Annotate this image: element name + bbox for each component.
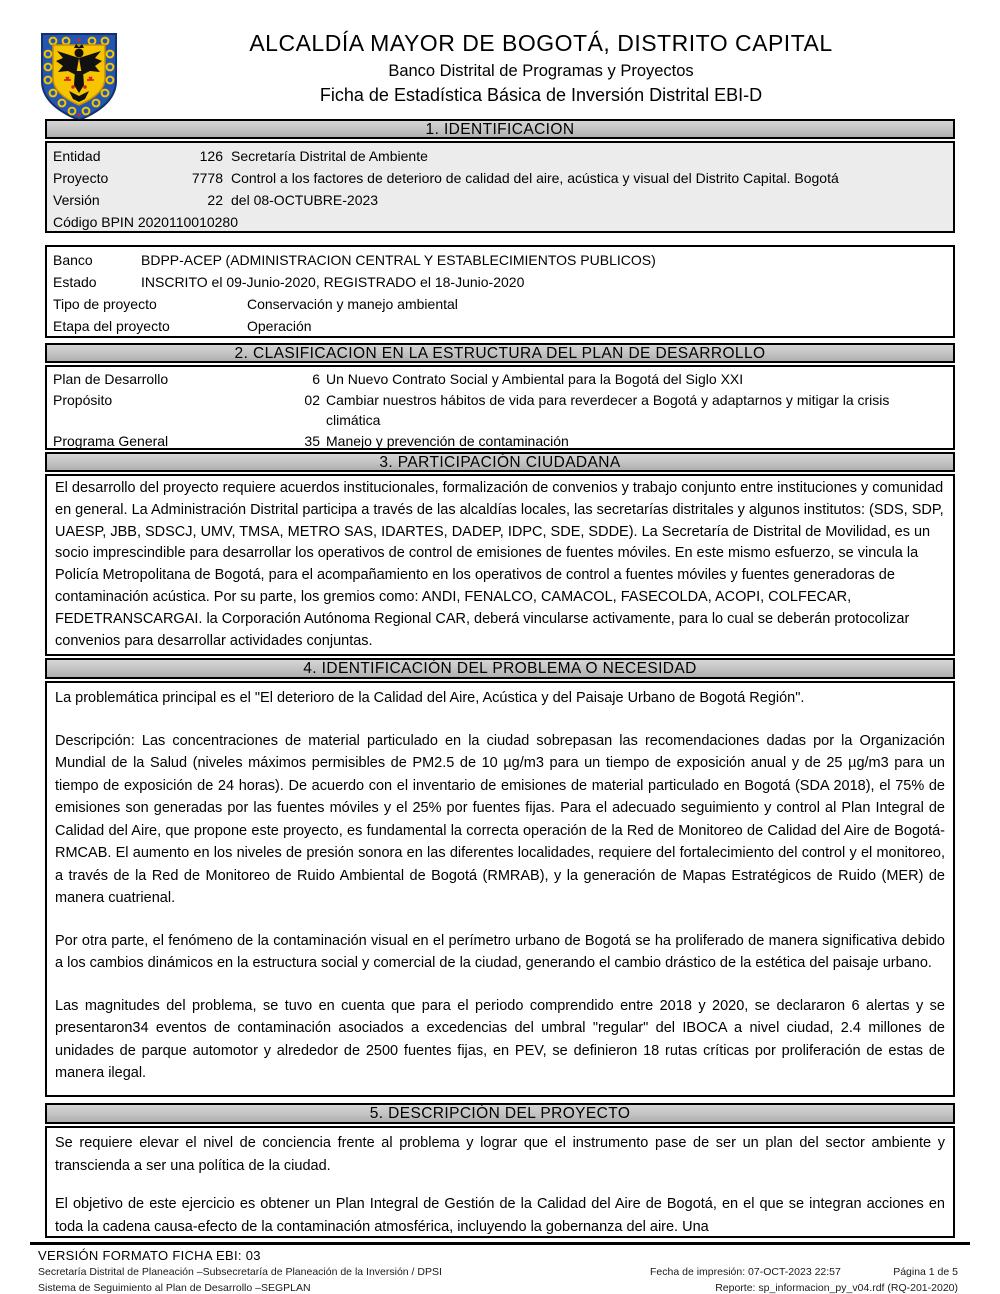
field-value: Un Nuevo Contrato Social y Ambiental para la Bogotá del Siglo XXI bbox=[326, 371, 744, 387]
field-label: Propósito bbox=[53, 391, 113, 408]
field-label: Estado bbox=[53, 274, 97, 290]
footer-page-number: Página 1 de 5 bbox=[893, 1266, 958, 1278]
section-5-body bbox=[45, 1126, 955, 1238]
field-codigo-bpin: Código BPIN 2020110010280 bbox=[53, 214, 239, 230]
field-number: 22 bbox=[207, 192, 223, 208]
field-label: Versión bbox=[53, 192, 100, 208]
footer-divider bbox=[30, 1242, 970, 1245]
field-etapa-proyecto bbox=[53, 315, 947, 337]
footer-entity-line: Secretaría Distrital de Planeación –Subsecretaría de Planeación de la Inversión / DPSI bbox=[38, 1266, 442, 1278]
section-participacion bbox=[45, 452, 955, 656]
shield-icon bbox=[38, 31, 120, 122]
paragraph: Descripción: Las concentraciones de material particulado en la ciudad sobrepasan las recomendaciones dadas por la Organización Mundial de la Salud (niveles máximos permisibles de PM2.5 de 10 µg/m3 para un tiempo de exposición anual y de 25 µg/m3 para un tiempo de exposición de 24 horas). De acuerdo con el inventario de emisiones de material particulado en Bogotá (SDA 2018), el 75% de emisiones son generadas por las fuentes móviles y el 25% por fuentes fijas. Para el adecuado seguimiento y control al Plan Integral de Calidad del Aire, que propone este proyecto, es fundamental la correcta operación de la Red de Monitoreo de Calidad del Aire de Bogotá-RMCAB. El aumento en los niveles de presión sonora en las diferentes localidades, requiere del fortalecimiento del control y el monitoreo, a través de la Red de Monitoreo de Ruido Ambiental de Bogotá (RMRAB), y la generación de Mapas Estratégicos de Ruido (MER) de manera cuatrienal. bbox=[55, 732, 945, 906]
field-value: Control a los factores de deterioro de calidad del aire, acústica y visual del Distrito Capital. Bogotá bbox=[231, 170, 839, 186]
field-label: Entidad bbox=[53, 148, 101, 164]
field-number: 7778 bbox=[191, 170, 223, 186]
section-5-title: 5. DESCRIPCIÓN DEL PROYECTO bbox=[45, 1103, 955, 1124]
field-programa-general bbox=[53, 431, 947, 451]
paragraph: Las magnitudes del problema, se tuvo en cuenta que para el periodo comprendido entre 2018 y 2020, se declararon 6 alertas y se presentaron34 eventos de contaminación asociados a excedencias del umbral "regular" del IBOCA a nivel ciudad, 2.4 millones de unidades de parque automotor y alrededor de 2500 fuentes fijas, en PEV, se definieron 18 rutas críticas por proliferación de estas de manera ilegal. bbox=[55, 997, 945, 1081]
footer-report-id: Reporte: sp_informacion_py_v04.rdf (RQ-201-2020) bbox=[715, 1282, 958, 1294]
field-version bbox=[53, 189, 947, 211]
page-subtitle: Banco Distrital de Programas y Proyectos bbox=[388, 62, 694, 80]
field-banco bbox=[53, 249, 947, 271]
field-proposito bbox=[53, 390, 947, 431]
section-2-body bbox=[45, 365, 955, 450]
field-value: INSCRITO el 09-Junio-2020, REGISTRADO el 18-Junio-2020 bbox=[141, 274, 525, 290]
field-label: Banco bbox=[53, 252, 93, 268]
field-value: Manejo y prevención de contaminación bbox=[326, 432, 569, 449]
section-registro-body bbox=[45, 245, 955, 338]
paragraph: El desarrollo del proyecto requiere acuerdos institucionales, formalización de convenios y trabajo conjunto entre instituciones y comunidad en general. La Administración Distrital participa a través de las alcaldías locales, las secretarías distritales y algunos institutos: (SDS, SDP, UAESP, JBB, SDSCJ, UMV, TMSA, METRO SAS, IDARTES, DADEP, IDPC, SDE, SDDE). La Secretaría de Distrital de Movilidad, es un socio imprescindible para desarrollar los operativos de control de emisiones de fuentes móviles. En este mismo esfuerzo, se vincula la Policía Metropolitana de Bogotá, para el acompañamiento en los operativos de control a fuentes móviles y fuentes generadoras de contaminación acústica. Por su parte, los gremios como: ANDI, FENALCO, CAMACOL, FASECOLDA, ACOPI, COLFECAR, FEDETRANSCARGAI. la Corporación Autónoma Regional CAR, deberá vincularse activamente, para lo cual se deberán protocolizar convenios para desarrollar actividades conjuntas. bbox=[55, 480, 944, 649]
section-problema bbox=[45, 658, 955, 1097]
footer-system-line: Sistema de Seguimiento al Plan de Desarrollo –SEGPLAN bbox=[38, 1282, 311, 1294]
field-label: Programa General bbox=[53, 432, 169, 449]
field-value: Cambiar nuestros hábitos de vida para reverdecer a Bogotá y adaptarnos y mitigar la crisis climática bbox=[326, 391, 890, 428]
form-title: Ficha de Estadística Básica de Inversión Distrital EBI-D bbox=[319, 85, 763, 105]
section-descripcion bbox=[45, 1103, 955, 1238]
footer-print-date: Fecha de impresión: 07-OCT-2023 22:57 bbox=[650, 1266, 841, 1278]
field-value: Operación bbox=[247, 318, 312, 334]
footer-version: VERSIÓN FORMATO FICHA EBI: 03 bbox=[38, 1248, 261, 1263]
section-2-title: 2. CLASIFICACION EN LA ESTRUCTURA DEL PLAN DE DESARROLLO bbox=[45, 343, 955, 363]
bogota-coat-of-arms-logo bbox=[38, 31, 120, 122]
section-identificacion bbox=[45, 119, 955, 233]
field-label: Tipo de proyecto bbox=[53, 296, 157, 312]
field-number: 02 bbox=[304, 391, 320, 408]
field-value: Secretaría Distrital de Ambiente bbox=[231, 148, 428, 164]
field-value: del 08-OCTUBRE-2023 bbox=[231, 192, 379, 208]
field-tipo-proyecto bbox=[53, 293, 947, 315]
paragraph: Por otra parte, el fenómeno de la contaminación visual en el perímetro urbano de Bogotá se ha proliferado de manera significativa debido a los cambios dinámicos en la estructura social y comercial de la ciudad, generando el cambio drástico de la estética del paisaje urbano. bbox=[55, 932, 945, 971]
field-label: Proyecto bbox=[53, 170, 109, 186]
document-header bbox=[130, 30, 952, 106]
field-estado bbox=[53, 271, 947, 293]
page-title: ALCALDÍA MAYOR DE BOGOTÁ, DISTRITO CAPITAL bbox=[249, 30, 833, 56]
field-number: 126 bbox=[199, 148, 223, 164]
field-label: Etapa del proyecto bbox=[53, 318, 170, 334]
field-value: BDPP-ACEP (ADMINISTRACION CENTRAL Y ESTABLECIMIENTOS PUBLICOS) bbox=[141, 252, 656, 268]
section-1-title: 1. IDENTIFICACION bbox=[45, 119, 955, 139]
section-clasificacion bbox=[45, 343, 955, 450]
field-entidad bbox=[53, 145, 947, 167]
paragraph: Se requiere elevar el nivel de conciencia frente al problema y lograr que el instrumento pase de ser un plan del sector ambiente y transcienda a ser una política de la ciudad. bbox=[55, 1135, 945, 1174]
field-label: Plan de Desarrollo bbox=[53, 371, 169, 387]
paragraph: El objetivo de este ejercicio es obtener un Plan Integral de Gestión de la Calidad del Aire de Bogotá, en el que se integran acciones en toda la cadena causa-efecto de la contaminación atmosférica, incluyendo la gobernanza del aire. Una bbox=[55, 1196, 945, 1235]
section-4-title: 4. IDENTIFICACIÓN DEL PROBLEMA O NECESIDAD bbox=[45, 658, 955, 679]
paragraph: La problemática principal es el "El deterioro de la Calidad del Aire, Acústica y del Paisaje Urbano de Bogotá Región". bbox=[55, 690, 805, 706]
section-4-body bbox=[45, 681, 955, 1097]
section-1-body bbox=[45, 141, 955, 233]
field-plan-desarrollo bbox=[53, 369, 947, 390]
field-value: Conservación y manejo ambiental bbox=[247, 296, 458, 312]
field-proyecto bbox=[53, 167, 947, 189]
section-3-body bbox=[45, 474, 955, 656]
field-number: 35 bbox=[304, 432, 320, 449]
section-3-title: 3. PARTICIPACIÓN CIUDADANA bbox=[45, 452, 955, 472]
field-number: 6 bbox=[312, 371, 320, 387]
